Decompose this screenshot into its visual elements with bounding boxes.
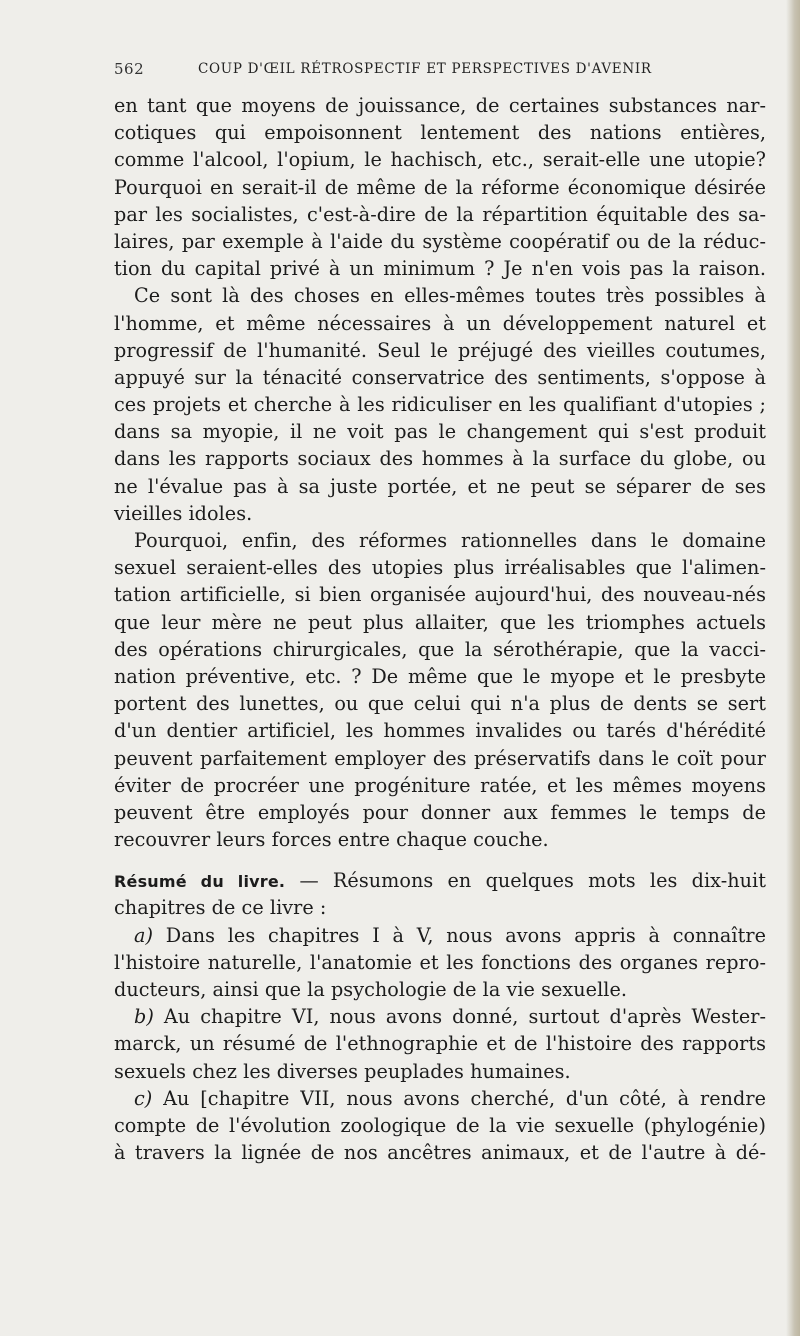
text-line: Pourquoi, enfin, des réformes rationnelles dans le domaine <box>134 529 766 552</box>
list-item-c <box>114 1085 766 1112</box>
text-line: appuyé sur la ténacité conservatrice des sentiments, s'oppose à <box>114 365 766 389</box>
text-line: que leur mère ne peut plus allaiter, que les triomphes actuels <box>114 610 766 634</box>
list-marker: b) <box>134 1005 154 1029</box>
text-line: d'un dentier artificiel, les hommes invalides ou tarés d'hérédité <box>114 719 766 743</box>
text-line: des opérations chirurgicales, que la sérothérapie, que la vacci- <box>114 637 766 661</box>
page-number: 562 <box>114 60 145 78</box>
text-line: Ce sont là des choses en elles-mêmes toutes très possibles à <box>134 284 766 308</box>
text-line: marck, un résumé de l'ethnographie et de l'histoire des rapports <box>114 1032 766 1056</box>
text-line: en tant que moyens de jouissance, de certaines substances nar- <box>114 94 766 117</box>
text-line: peuvent être employés pour donner aux femmes le temps de <box>114 800 766 824</box>
list-item-b <box>114 1003 766 1030</box>
text-line: sexuel seraient-elles des utopies plus irréalisables que l'alimen- <box>114 556 766 580</box>
text-line: ne l'évalue pas à sa juste portée, et ne peut se séparer de ses <box>114 474 766 498</box>
text-line: l'histoire naturelle, l'anatomie et les fonctions des organes repro- <box>114 950 766 974</box>
list-marker: c) <box>134 1086 153 1110</box>
text-line: recouvrer leurs forces entre chaque couche. <box>114 828 549 852</box>
text-segment: Dans les chapitres I à V, nous avons appris à connaître <box>153 923 766 947</box>
section-heading: Résumé du livre. <box>114 872 286 892</box>
text-line: laires, par exemple à l'aide du système coopératif ou de la réduc- <box>114 229 766 253</box>
text-line: progressif de l'humanité. Seul le préjugé des vieilles coutumes, <box>114 338 766 362</box>
running-title: COUP D'ŒIL RÉTROSPECTIF ET PERSPECTIVES D'AVENIR <box>198 61 652 77</box>
text-line: compte de l'évolution zoologique de la vie sexuelle (phylogénie) <box>114 1113 766 1137</box>
section-gap <box>114 853 766 867</box>
summary-heading-line <box>114 867 766 894</box>
text-line: tion du capital privé à un minimum ? Je n'en vois pas la raison. <box>114 257 766 281</box>
text-line: nation préventive, etc. ? De même que le myope et le presbyte <box>114 664 766 688</box>
text-line: par les socialistes, c'est-à-dire de la répartition équitable des sa- <box>114 202 766 226</box>
text-line: dans sa myopie, il ne voit pas le changement qui s'est produit <box>114 420 766 444</box>
text-line: sexuels chez les diverses peuplades humaines. <box>114 1059 571 1083</box>
page-edge-shadow <box>786 0 800 1336</box>
list-marker: a) <box>134 923 154 947</box>
text-line: dans les rapports sociaux des hommes à la surface du globe, ou <box>114 447 766 471</box>
text-line: comme l'alcool, l'opium, le hachisch, etc., serait-elle une utopie? <box>114 148 766 172</box>
text-line: à travers la lignée de nos ancêtres animaux, et de l'autre à dé- <box>114 1141 766 1165</box>
text-line: éviter de procréer une progéniture ratée, et les mêmes moyens <box>114 773 766 797</box>
text-segment: Au chapitre VI, nous avons donné, surtout d'après Wester- <box>153 1005 766 1029</box>
text-line: chapitres de ce livre : <box>114 896 327 920</box>
text-line: l'homme, et même nécessaires à un développement naturel et <box>114 311 766 335</box>
text-line: Pourquoi en serait-il de même de la réforme économique désirée <box>114 175 766 199</box>
body-text <box>114 92 766 1166</box>
text-line: vieilles idoles. <box>114 501 253 525</box>
text-segment: Au [chapitre VII, nous avons cherché, d'un côté, à rendre <box>152 1086 766 1110</box>
text-line: portent des lunettes, ou que celui qui n'a plus de dents se sert <box>114 692 766 716</box>
text-line: tation artificielle, si bien organisée aujourd'hui, des nouveau-nés <box>114 583 766 607</box>
list-item-a <box>114 922 766 949</box>
text-line: ducteurs, ainsi que la psychologie de la vie sexuelle. <box>114 978 628 1001</box>
text-segment: — Résumons en quelques mots les dix-huit <box>285 869 766 893</box>
text-line: ces projets et cherche à les ridiculiser en les qualifiant d'utopies ; <box>114 393 766 417</box>
running-header <box>114 60 774 82</box>
text-line: peuvent parfaitement employer des préservatifs dans le coït pour <box>114 746 766 770</box>
text-line: cotiques qui empoisonnent lentement des nations entières, <box>114 121 766 145</box>
